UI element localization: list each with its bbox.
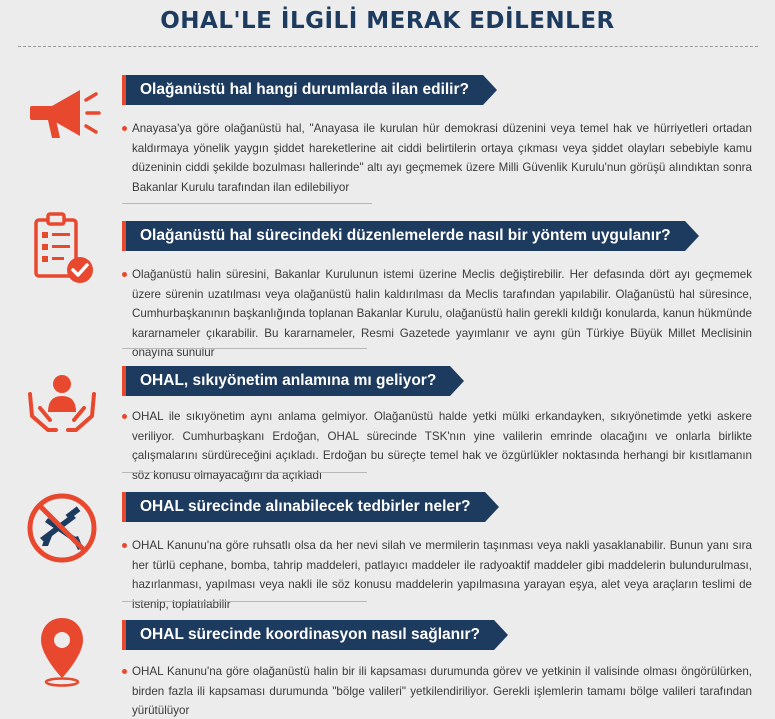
answer-text: Olağanüstü halin süresini, Bakanlar Kurulunun istemi üzerine Meclis değiştirebilir. Her defasında dört ayı geçmemek üzere sürenin uzatılması veya olağanüstü halin kaldırılması da Meclis tarafından yapılabilir. Olağanüstü hal süresince, Cumhurbaşkanının başkanlığında toplanan Bakanlar Kurulu, olağanüstü halin gerekli kıldığı konularda, kanun hükmünde kararnameler çıkarabilir. Bu kararnameler, Resmi Gazetede yayımlanır ve aynı gün Türkiye Büyük Millet Meclisinin onayına sunulur [132, 268, 752, 360]
bullet-dot [122, 414, 127, 419]
person-hands-icon [22, 364, 102, 444]
section-divider [122, 601, 367, 602]
checklist-icon [22, 210, 102, 290]
answer-paragraph [122, 662, 752, 719]
answer-text: OHAL ile sıkıyönetim aynı anlama gelmiyor. Olağanüstü halde yetki mülki erkandayken, sıkıyönetimde yetki askere veriliyor. Cumhurbaşkanı Erdoğan, OHAL sürecinde TSK'nın yine valilerin emrinde olacağını ve onlarla birlikte çalışmalarını sürdüreceğini açıkladı. Erdoğan bu süreçte temel hak ve özgürlükler noktasında herhangi bir kısıtlamanın söz konusu olmayacağını da açıkladı [132, 410, 752, 482]
question-text: OHAL, sıkıyönetim anlamına mı geliyor? [140, 372, 437, 389]
bullet-dot [122, 543, 127, 548]
section-divider [122, 203, 372, 204]
question-bar [122, 75, 483, 105]
question-bar [122, 221, 685, 251]
answer-text: OHAL Kanunu'na göre ruhsatlı olsa da her nevi silah ve mermilerin taşınması veya nakli yasaklanabilir. Bunun yanı sıra her türlü cephane, bomba, tahrip maddeleri, patlayıcı maddeler ile radyoaktif maddeler gibi maddelerin bulundurulması, hazırlanması, yapılması veya nakli ile söz konusu maddelerin yapılmasına yarayan eşya, alet veya araçların teslimi de istenip, toplatılabilir [132, 539, 752, 611]
section-divider [122, 348, 367, 349]
location-pin-icon [22, 612, 102, 692]
page-title: OHAL'LE İLGİLİ MERAK EDİLENLER [160, 8, 615, 34]
answer-paragraph [122, 119, 752, 197]
question-text: OHAL sürecinde koordinasyon nasıl sağlanır? [140, 626, 480, 643]
title-divider [18, 46, 758, 47]
bullet-dot [122, 669, 127, 674]
megaphone-icon [22, 74, 102, 154]
bullet-dot [122, 272, 127, 277]
question-text: Olağanüstü hal hangi durumlarda ilan edilir? [140, 81, 469, 98]
answer-paragraph [122, 536, 752, 614]
question-text: Olağanüstü hal sürecindeki düzenlemelerde nasıl bir yöntem uygulanır? [140, 227, 671, 244]
bullet-dot [122, 126, 127, 131]
section-divider [122, 472, 367, 473]
question-bar [122, 366, 450, 396]
no-weapons-icon [22, 488, 102, 568]
question-bar [122, 620, 494, 650]
answer-text: Anayasa'ya göre olağanüstü hal, "Anayasa ile kurulan hür demokrasi düzenini veya temel hak ve hürriyetleri ortadan kaldırmaya yönelik yaygın şiddet hareketlerine ait ciddi belirtilerin ortaya çıkması veya şiddet olayları sebebiyle kamu düzeninin ciddi şekilde bozulması hallerinde" altı ayı geçmemek üzere Milli Güvenlik Kurulu'nun görüşü alındıktan sonra Bakanlar Kurulu tarafından ilan edilebiliyor [132, 122, 752, 194]
answer-text: OHAL Kanunu'na göre olağanüstü halin bir ili kapsaması durumunda görev ve yetkinin il valisinde olması öngörülürken, birden fazla ili kapsaması durumunda "bölge valileri" yetkilendiriliyor. Gerekli işlemlerin tamamı bölge valileri tarafından yürütülüyor [132, 665, 752, 718]
question-text: OHAL sürecinde alınabilecek tedbirler neler? [140, 498, 471, 515]
question-bar [122, 492, 485, 522]
answer-paragraph [122, 407, 752, 485]
